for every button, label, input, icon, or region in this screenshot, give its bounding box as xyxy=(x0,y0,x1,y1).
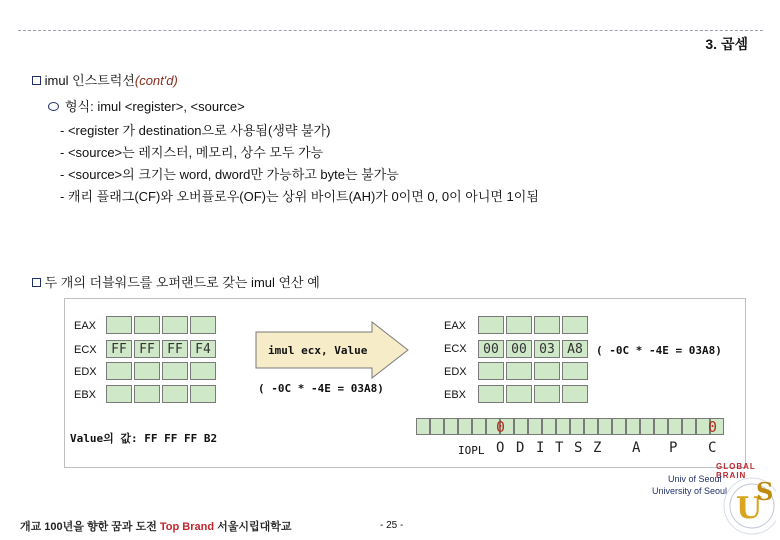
register-cell xyxy=(190,385,216,403)
section2-title-text: 두 개의 더블워드를 오퍼랜드로 갖는 imul 연산 예 xyxy=(44,275,320,290)
flag-letter-o: O xyxy=(496,440,505,456)
register-cell: A8 xyxy=(562,340,588,358)
section1-title-contd: (cont'd) xyxy=(134,73,178,88)
logo-line1: Univ of Seoul xyxy=(668,474,722,484)
flag-letter-s: S xyxy=(574,440,583,456)
right-eax-register xyxy=(478,316,588,334)
register-cell xyxy=(478,385,504,403)
flag-cell xyxy=(458,418,472,435)
flag-letter-t: T xyxy=(555,440,564,456)
university-logo-icon xyxy=(706,466,776,536)
section1-title-main: imul 인스트럭션 xyxy=(44,73,135,88)
left-edx-label: EDX xyxy=(74,366,97,378)
flag-cell xyxy=(528,418,542,435)
format-label: 형식: imul <register>, <source> xyxy=(65,99,245,114)
flag-cell xyxy=(542,418,556,435)
register-cell xyxy=(534,362,560,380)
footer-top-brand: Top Brand xyxy=(159,521,215,533)
flag-cell xyxy=(640,418,654,435)
arrow-instruction: imul ecx, Value xyxy=(268,344,368,357)
register-cell xyxy=(562,385,588,403)
flag-cell xyxy=(654,418,668,435)
detail-line-2: - <source>는 레지스터, 메모리, 상수 모두 가능 xyxy=(60,145,324,160)
register-cell xyxy=(478,316,504,334)
calc-text: ( -0C * -4E = 03A8) xyxy=(258,382,384,395)
page-title: 3. 곱셈 xyxy=(705,36,748,52)
right-ebx-register xyxy=(478,385,588,403)
page-number: - 25 - xyxy=(380,520,404,531)
flag-cell xyxy=(682,418,696,435)
footer-school: 서울시립대학교 xyxy=(217,521,292,533)
flag-cell xyxy=(514,418,528,435)
footer-slogan-a: 개교 100년을 향한 꿈과 도전 xyxy=(20,521,157,533)
left-eax-label: EAX xyxy=(74,320,97,332)
of-flag-value: 0 xyxy=(496,418,506,436)
ring-bullet-icon xyxy=(48,102,59,111)
flag-cell xyxy=(472,418,486,435)
right-eax-label: EAX xyxy=(444,320,467,332)
left-ebx-label: EBX xyxy=(74,389,97,401)
register-cell xyxy=(190,362,216,380)
detail-line-4: - 캐리 플래그(CF)와 오버플로우(OF)는 상위 바이트(AH)가 0이면 0, 0이 아니면 1이됨 xyxy=(60,189,539,204)
right-ebx-label: EBX xyxy=(444,389,467,401)
detail-line-3: - <source>의 크기는 word, dword만 가능하고 byte는 불가능 xyxy=(60,167,399,182)
register-cell xyxy=(506,316,532,334)
flag-letter-c: C xyxy=(708,440,717,456)
flag-cell xyxy=(444,418,458,435)
register-cell: F4 xyxy=(190,340,216,358)
register-cell xyxy=(162,362,188,380)
flag-cell xyxy=(626,418,640,435)
flag-letter-z: Z xyxy=(593,440,602,456)
right-ecx-note: ( -0C * -4E = 03A8) xyxy=(596,344,722,357)
register-cell: 00 xyxy=(478,340,504,358)
register-cell: FF xyxy=(106,340,132,358)
format-line xyxy=(48,96,245,115)
logo-line2: University of Seoul xyxy=(652,486,728,496)
register-cell xyxy=(506,362,532,380)
flag-letter-i: I xyxy=(536,440,545,456)
register-cell xyxy=(106,362,132,380)
register-cell xyxy=(106,385,132,403)
left-ecx-register xyxy=(106,340,216,358)
register-cell xyxy=(562,316,588,334)
register-cell: FF xyxy=(134,340,160,358)
register-cell: 00 xyxy=(506,340,532,358)
register-cell xyxy=(106,316,132,334)
flag-letter-d: D xyxy=(516,440,525,456)
register-cell: FF xyxy=(162,340,188,358)
svg-text:S: S xyxy=(756,477,774,506)
flag-letter-a: A xyxy=(632,440,641,456)
left-ecx-label: ECX xyxy=(74,344,97,356)
cf-flag-value: 0 xyxy=(708,418,718,436)
flag-cell xyxy=(668,418,682,435)
right-edx-label: EDX xyxy=(444,366,467,378)
register-cell xyxy=(478,362,504,380)
register-cell xyxy=(134,316,160,334)
left-ebx-register xyxy=(106,385,216,403)
svg-text:U: U xyxy=(736,491,763,526)
section1-title xyxy=(32,70,178,89)
right-ecx-label: ECX xyxy=(444,343,467,355)
register-cell xyxy=(534,316,560,334)
square-bullet-icon xyxy=(32,278,41,287)
iopl-label: IOPL xyxy=(458,444,485,457)
register-cell xyxy=(190,316,216,334)
flag-cell xyxy=(570,418,584,435)
value-text: Value의 값: FF FF FF B2 xyxy=(70,432,218,445)
register-cell xyxy=(134,362,160,380)
register-cell xyxy=(162,385,188,403)
register-cell xyxy=(162,316,188,334)
left-eax-register xyxy=(106,316,216,334)
section2-title xyxy=(32,272,320,291)
register-cell xyxy=(134,385,160,403)
flags-register xyxy=(416,418,724,435)
register-cell xyxy=(506,385,532,403)
flag-cell xyxy=(416,418,430,435)
flag-letter-p: P xyxy=(669,440,678,456)
right-edx-register xyxy=(478,362,588,380)
header-rule xyxy=(18,30,763,31)
flag-cell xyxy=(584,418,598,435)
detail-line-1: - <register 가 destination으로 사용됨(생략 불가) xyxy=(60,123,331,138)
register-cell xyxy=(562,362,588,380)
flag-cell xyxy=(430,418,444,435)
square-bullet-icon xyxy=(32,76,41,85)
left-edx-register xyxy=(106,362,216,380)
flag-cell xyxy=(556,418,570,435)
register-cell xyxy=(534,385,560,403)
register-cell: 03 xyxy=(534,340,560,358)
logo-tagline: GLOBAL BRAIN xyxy=(716,462,756,480)
flag-cell xyxy=(598,418,612,435)
footer-slogan xyxy=(20,518,292,534)
flag-cell xyxy=(612,418,626,435)
right-ecx-register xyxy=(478,340,588,358)
